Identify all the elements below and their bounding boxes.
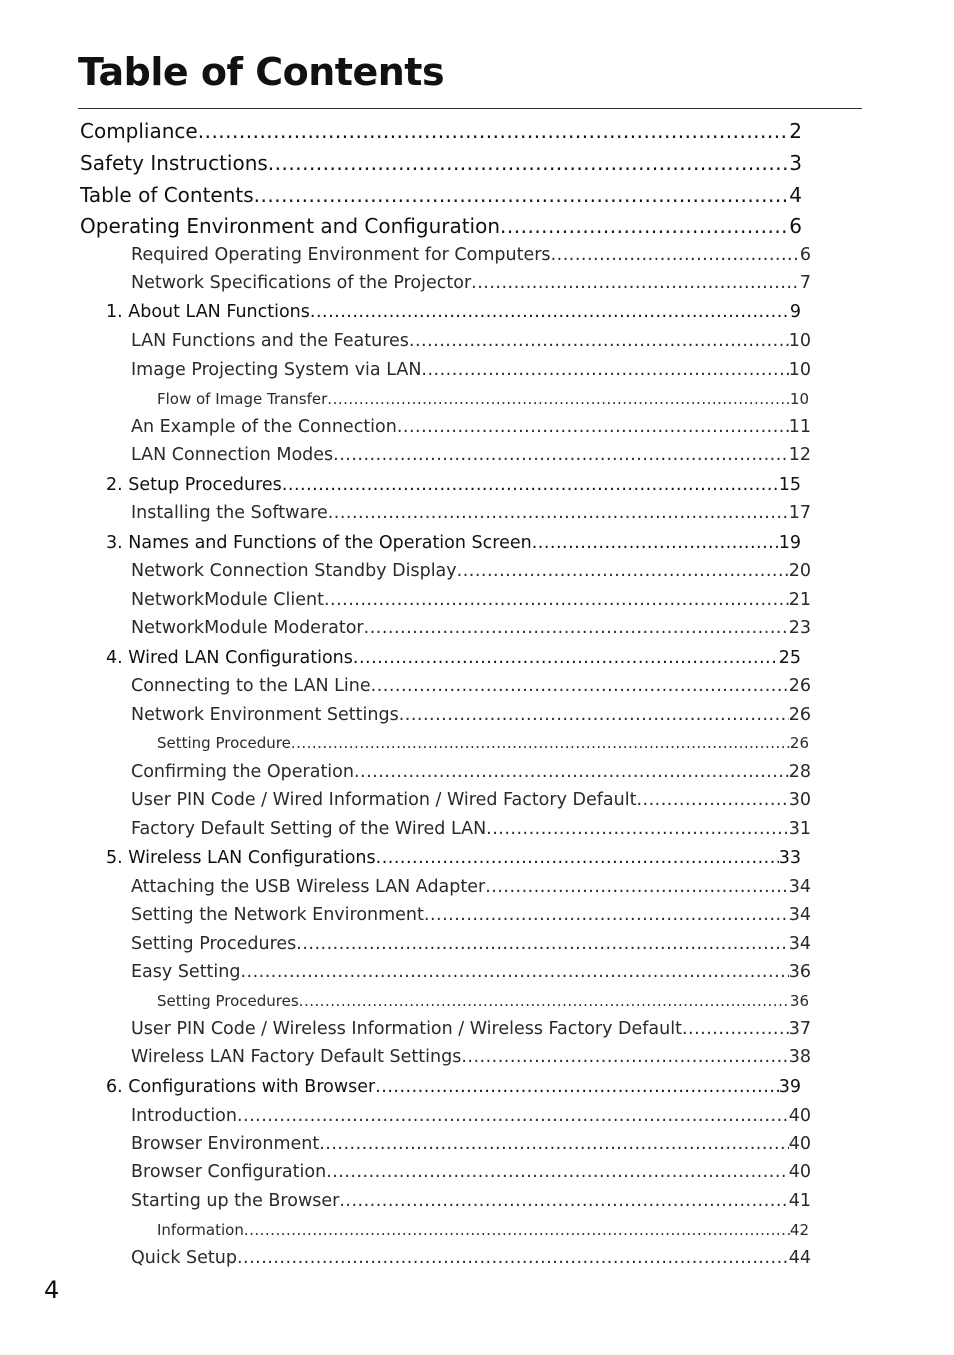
toc-entry-page: 15 [778,475,801,495]
toc-entry-page: 42 [789,1221,809,1239]
toc-leader-dots [486,819,789,839]
toc-entry[interactable] [131,819,811,839]
toc-entry-page: 9 [789,302,801,322]
toc-entry-page: 44 [788,1248,811,1268]
toc-entry[interactable] [131,705,811,725]
toc-entry-page: 34 [788,877,811,897]
toc-leader-dots [268,151,789,175]
toc-entry[interactable] [80,151,802,175]
toc-entry-title: Table of Contents [80,183,254,207]
toc-leader-dots [409,331,789,351]
toc-entry-page: 10 [788,360,811,380]
toc-leader-dots [299,992,790,1010]
toc-leader-dots [353,648,779,668]
toc-entry[interactable] [131,503,811,523]
toc-leader-dots [421,360,788,380]
toc-entry[interactable] [131,561,811,581]
toc-entry[interactable] [157,390,809,408]
toc-entry[interactable] [131,245,811,265]
toc-entry-title: Browser Environment [131,1134,320,1154]
toc-entry-page: 28 [788,762,811,782]
toc-entry-page: 6 [799,245,811,265]
toc-entry-page: 36 [789,992,809,1010]
toc-entry-title: Operating Environment and Configuration [80,214,501,238]
toc-entry-page: 34 [788,934,811,954]
toc-entry-page: 26 [788,676,811,696]
toc-leader-dots [376,848,779,868]
toc-entry[interactable] [131,1191,811,1211]
toc-entry[interactable] [131,934,811,954]
toc-entry-page: 21 [788,590,811,610]
toc-entry-title: Browser Configuration [131,1162,327,1182]
toc-entry-page: 31 [788,819,811,839]
toc-leader-dots [399,705,789,725]
toc-leader-dots [324,590,789,610]
toc-leader-dots [328,503,789,523]
toc-entry-title: 5. Wireless LAN Configurations [106,848,376,868]
toc-entry[interactable] [80,214,802,238]
toc-entry-page: 4 [789,183,802,207]
toc-entry-title: Starting up the Browser [131,1191,340,1211]
toc-leader-dots [532,533,779,553]
toc-entry-title: Compliance [80,119,198,143]
toc-entry-page: 10 [788,331,811,351]
toc-leader-dots [471,273,800,293]
toc-entry-page: 26 [788,705,811,725]
toc-entry-page: 33 [778,848,801,868]
toc-entry-page: 3 [789,151,802,175]
toc-entry-title: Setting Procedures [131,934,297,954]
toc-entry-title: Confirming the Operation [131,762,354,782]
toc-leader-dots [424,905,789,925]
toc-leader-dots [244,1221,790,1239]
toc-entry-page: 12 [788,445,811,465]
toc-leader-dots [291,734,790,752]
toc-entry[interactable] [157,992,809,1010]
toc-entry-title: Image Projecting System via LAN [131,360,422,380]
toc-entry[interactable] [131,417,811,437]
toc-entry-page: 19 [778,533,801,553]
toc-entry-page: 11 [788,417,811,437]
toc-entry-page: 17 [788,503,811,523]
toc-entry-title: Required Operating Environment for Computers [131,245,551,265]
toc-entry[interactable] [106,475,801,495]
toc-entry-title: LAN Connection Modes [131,445,334,465]
toc-entry-title: Flow of Image Transfer [157,390,328,408]
toc-leader-dots [282,475,779,495]
toc-leader-dots [198,119,790,143]
toc-entry-title: 1. About LAN Functions [106,302,310,322]
toc-entry[interactable] [131,360,811,380]
toc-entry-page: 7 [799,273,811,293]
toc-leader-dots [371,676,789,696]
toc-entry[interactable] [131,1162,811,1182]
title-divider [78,108,862,109]
toc-entry-title: Information [157,1221,244,1239]
toc-entry[interactable] [157,734,809,752]
toc-leader-dots [310,302,790,322]
toc-entry-title: Easy Setting [131,962,241,982]
toc-entry-page: 38 [788,1047,811,1067]
page-title: Table of Contents [78,50,445,94]
toc-entry-page: 23 [788,618,811,638]
toc-entry-page: 6 [789,214,802,238]
toc-entry-title: Setting Procedure [157,734,291,752]
toc-entry-page: 39 [778,1077,801,1097]
toc-leader-dots [636,790,788,810]
toc-entry[interactable] [106,648,801,668]
toc-entry[interactable] [131,590,811,610]
toc-entry[interactable] [131,1106,811,1126]
toc-entry-title: Connecting to the LAN Line [131,676,371,696]
toc-entry[interactable] [131,877,811,897]
toc-leader-dots [682,1019,789,1039]
toc-entry[interactable] [106,533,801,553]
toc-entry-title: 3. Names and Functions of the Operation Screen [106,533,532,553]
toc-leader-dots [461,1047,788,1067]
toc-entry-title: User PIN Code / Wired Information / Wired Factory Default [131,790,637,810]
toc-leader-dots [485,877,789,897]
toc-entry-page: 20 [788,561,811,581]
toc-entry-page: 10 [789,390,809,408]
toc-entry-title: Introduction [131,1106,237,1126]
toc-entry[interactable] [131,445,811,465]
toc-entry-title: Network Connection Standby Display [131,561,457,581]
toc-entry[interactable] [131,1134,811,1154]
toc-entry-title: User PIN Code / Wireless Information / Wireless Factory Default [131,1019,682,1039]
toc-leader-dots [319,1134,788,1154]
toc-entry-title: Installing the Software [131,503,328,523]
toc-entry-title: An Example of the Connection [131,417,397,437]
toc-leader-dots [254,183,790,207]
toc-entry-title: LAN Functions and the Features [131,331,409,351]
toc-entry[interactable] [106,1077,801,1097]
toc-entry-title: Safety Instructions [80,151,268,175]
toc-entry[interactable] [131,762,811,782]
toc-leader-dots [354,762,789,782]
toc-entry[interactable] [131,790,811,810]
toc-entry[interactable] [80,183,802,207]
toc-entry-page: 2 [789,119,802,143]
toc-entry[interactable] [131,676,811,696]
toc-entry-title: Network Specifications of the Projector [131,273,472,293]
toc-entry-title: Setting Procedures [157,992,299,1010]
toc-entry-title: Setting the Network Environment [131,905,424,925]
toc-leader-dots [326,1162,789,1182]
toc-entry[interactable] [157,1221,809,1239]
toc-entry-title: Quick Setup [131,1248,237,1268]
page-number: 4 [44,1276,60,1304]
toc-entry-title: 2. Setup Procedures [106,475,282,495]
toc-entry-page: 36 [788,962,811,982]
toc-entry[interactable] [106,302,801,322]
toc-entry-title: 6. Configurations with Browser [106,1077,376,1097]
toc-leader-dots [500,214,789,238]
toc-entry[interactable] [131,1019,811,1039]
toc-leader-dots [240,962,788,982]
toc-entry-page: 37 [788,1019,811,1039]
toc-leader-dots [237,1248,789,1268]
toc-entry-title: Network Environment Settings [131,705,399,725]
toc-leader-dots [296,934,788,954]
toc-leader-dots [237,1106,789,1126]
toc-entry[interactable] [80,119,802,143]
toc-leader-dots [364,618,789,638]
toc-entry-title: Attaching the USB Wireless LAN Adapter [131,877,486,897]
toc-entry-page: 41 [788,1191,811,1211]
toc-entry-title: NetworkModule Client [131,590,324,610]
toc-entry[interactable] [131,1248,811,1268]
toc-leader-dots [327,390,790,408]
toc-entry-title: NetworkModule Moderator [131,618,364,638]
toc-entry-title: 4. Wired LAN Configurations [106,648,353,668]
toc-leader-dots [397,417,789,437]
toc-entry[interactable] [131,1047,811,1067]
toc-leader-dots [457,561,789,581]
toc-entry-page: 30 [788,790,811,810]
toc-leader-dots [339,1191,788,1211]
toc-leader-dots [333,445,789,465]
toc-leader-dots [375,1077,778,1097]
toc-entry[interactable] [131,905,811,925]
toc-entry[interactable] [131,331,811,351]
toc-entry-title: Factory Default Setting of the Wired LAN [131,819,487,839]
toc-leader-dots [551,245,800,265]
toc-entry[interactable] [131,618,811,638]
toc-entry-page: 40 [788,1106,811,1126]
toc-entry[interactable] [131,962,811,982]
toc-entry-title: Wireless LAN Factory Default Settings [131,1047,462,1067]
toc-entry[interactable] [106,848,801,868]
toc-entry-page: 25 [778,648,801,668]
toc-entry-page: 26 [789,734,809,752]
toc-entry-page: 40 [788,1162,811,1182]
toc-entry-page: 40 [788,1134,811,1154]
toc-entry[interactable] [131,273,811,293]
toc-entry-page: 34 [788,905,811,925]
